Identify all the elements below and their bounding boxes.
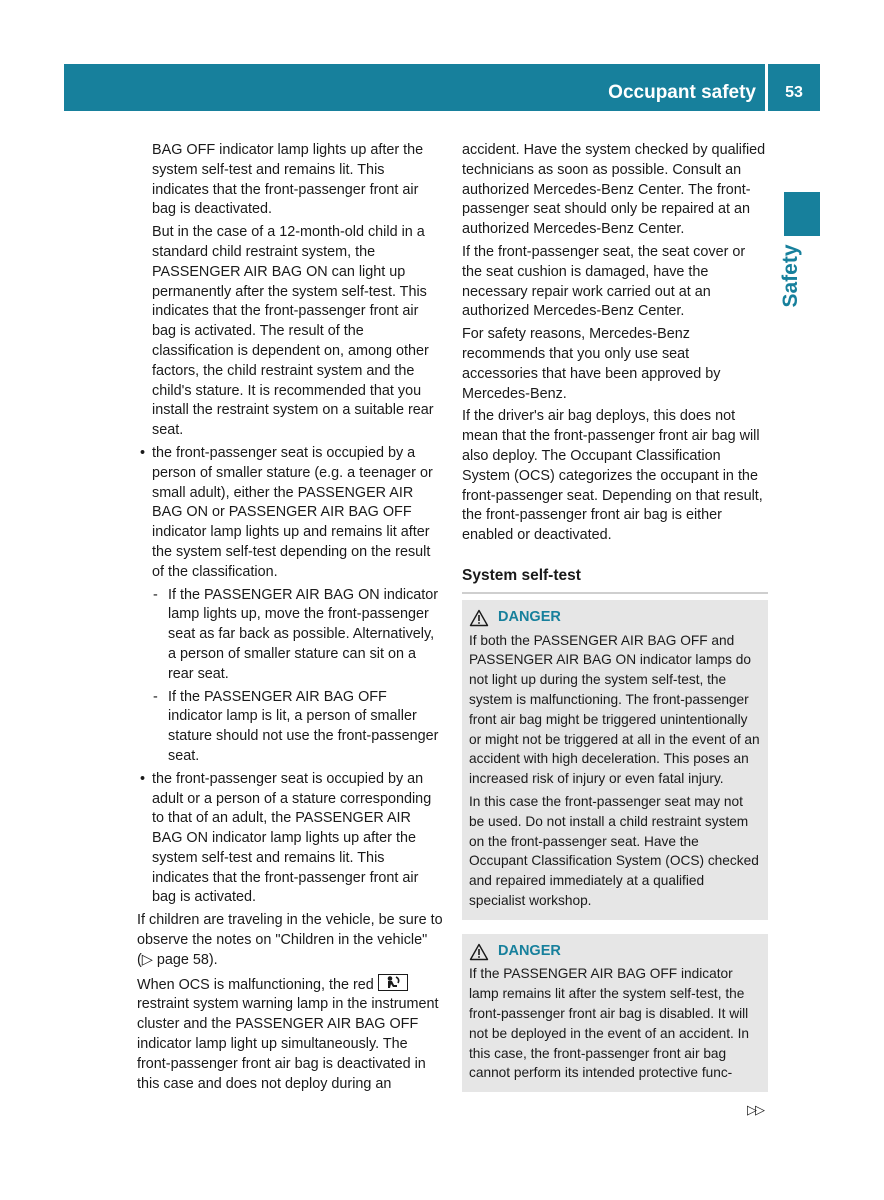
page-number: 53 xyxy=(785,84,803,101)
side-tab-block xyxy=(784,192,820,236)
warning-triangle-icon xyxy=(469,609,489,627)
sub-list-item xyxy=(137,586,445,685)
sub-list-item-text: If the PASSENGER AIR BAG ON indicator lamp lights up, move the front-passenger seat as far back as possible. Alternatively, a person of smaller stature can sit on a rear seat. xyxy=(168,586,439,682)
section-title: System self-test xyxy=(462,566,768,594)
children-paragraph: If children are traveling in the vehicle, be sure to observe the notes on "Children in the vehicle" (▷ page 58). xyxy=(137,912,443,968)
header-title: Occupant safety xyxy=(608,82,756,103)
danger-box xyxy=(462,600,768,920)
page-header xyxy=(64,64,820,111)
danger-heading xyxy=(469,942,761,962)
side-tab-label: Safety xyxy=(779,244,802,308)
sub-list-item-text: If the PASSENGER AIR BAG OFF indicator lamp is lit, a person of smaller stature should not use the front-passenger seat. xyxy=(168,688,439,764)
warning-triangle-icon xyxy=(469,943,489,961)
right-column xyxy=(462,141,768,1092)
sub-list-item xyxy=(137,688,445,767)
intro-paragraph-1: BAG OFF indicator lamp lights up after the system self-test and remains lit. This indicates that the front-passenger front air bag is deactivated. xyxy=(152,142,424,218)
bullet-icon: • xyxy=(140,444,146,461)
right-paragraph-2: If the front-passenger seat, the seat cover or the seat cushion is damaged, have the necessary repair work carried out at an authorized Mercedes-Benz Center. xyxy=(462,243,746,320)
ocs-paragraph xyxy=(137,974,445,1095)
bullet-icon: • xyxy=(140,770,146,787)
danger-text-1: If both the PASSENGER AIR BAG OFF and PASSENGER AIR BAG ON indicator lamps do not light up during the system self-test, the system is malfunctioning. The front-passenger front air bag might be triggered unintentionally or might not be triggered at all in the event of an accident with high deceleration. This poses an increased risk of injury or even fatal injury. xyxy=(469,632,760,787)
danger-text-1: If the PASSENGER AIR BAG OFF indicator lamp remains lit after the system self-test, the front-passenger front air bag is disabled. It will not be deployed in the event of an accident. In this case, the front-passenger front air bag cannot perform its intended protective func- xyxy=(469,966,750,1081)
list-item-text: the front-passenger seat is occupied by a person of smaller stature (e.g. a teenager or small adult), either the PASSENGER AIR BAG ON or PASSENGER AIR BAG OFF indicator lamp lights up and remains lit after the system self-test depending on the result of the classification. xyxy=(152,444,433,580)
danger-box xyxy=(462,934,768,1093)
left-column xyxy=(137,141,445,1097)
continue-marker: ▷▷ xyxy=(747,1102,763,1117)
list-item-text: the front-passenger seat is occupied by an adult or a person of a stature corresponding to that of an adult, the PASSENGER AIR BAG ON indicator lamp lights up after the system self-test and remains lit. This indicates that the front-passenger front air bag is activated. xyxy=(152,770,432,906)
right-paragraph-1: accident. Have the system checked by qualified technicians as soon as possible. Consult an authorized Mercedes-Benz Center. The front-passenger seat should only be repaired at an authorized Mercedes-Benz Center. xyxy=(462,142,766,238)
dash-icon: - xyxy=(153,688,158,705)
dash-icon: - xyxy=(153,586,158,603)
ocs-text-end: restraint system warning lamp in the instrument cluster and the PASSENGER AIR BAG OFF indicator lamp light up simultaneously. The front-passenger front air bag is deactivated in this case and does not deploy during an xyxy=(137,996,439,1092)
list-item xyxy=(137,770,445,909)
intro-paragraph-2: But in the case of a 12-month-old child in a standard child restraint system, the PASSENGER AIR BAG ON can light up permanently after the system self-test. This indicates that the front-passenger front air bag is activated. The result of the classification is dependent on, among other factors, the child restraint system and the child's stature. It is recommended that you install the restraint system on a suitable rear seat. xyxy=(152,224,434,439)
danger-label: DANGER xyxy=(498,942,561,959)
airbag-occupant-icon xyxy=(378,974,408,991)
ocs-text-start: When OCS is malfunctioning, the red xyxy=(137,976,374,993)
danger-heading xyxy=(469,608,761,628)
right-paragraph-3: For safety reasons, Mercedes-Benz recommends that you only use seat accessories that have been approved by Mercedes-Benz. xyxy=(462,326,721,402)
right-paragraph-4: If the driver's air bag deploys, this does not mean that the front-passenger front air bag will also deploy. The Occupant Classification System (OCS) categorizes the occupant in the front-passenger seat. Depending on that result, the front-passenger front air bag is either enabled or deactivated. xyxy=(462,408,763,544)
list-item xyxy=(137,444,445,583)
danger-label: DANGER xyxy=(498,608,561,625)
danger-text-2: In this case the front-passenger seat may not be used. Do not install a child restraint system on the front-passenger seat. Have the Occupant Classification System (OCS) checked and repaired immediately at a qualified specialist workshop. xyxy=(469,793,759,908)
